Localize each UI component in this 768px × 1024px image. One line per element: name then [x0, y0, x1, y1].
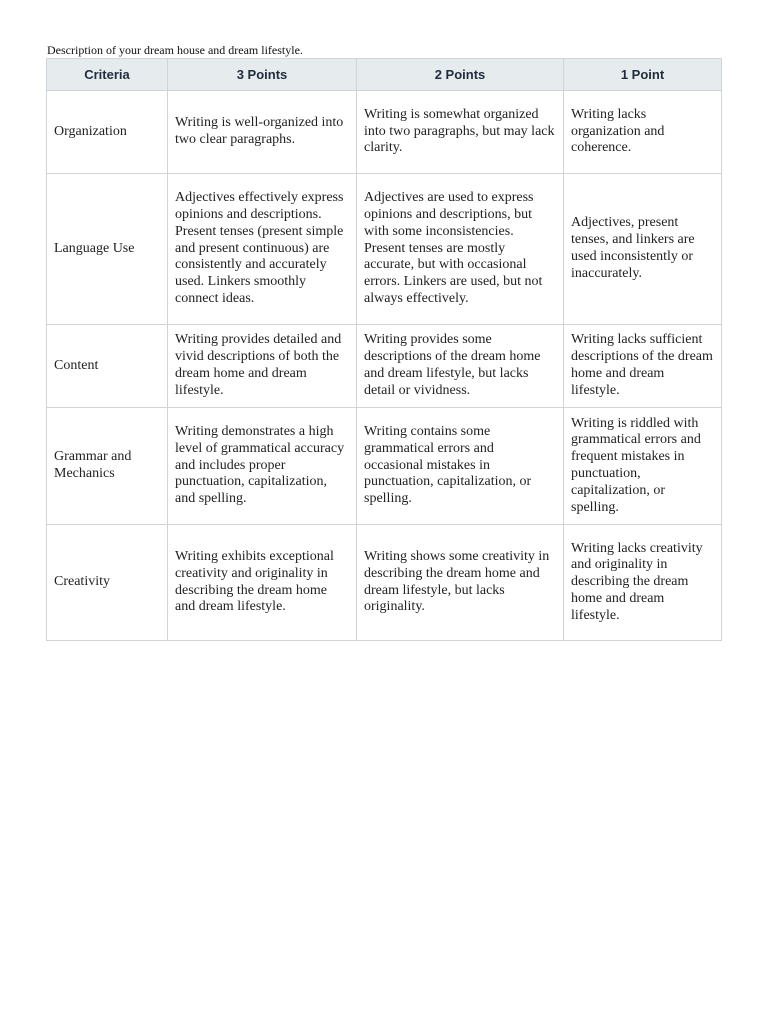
- points-2-cell: Adjectives are used to express opinions and descriptions, but with some inconsistencies. Present tenses are mostly accurate, but with occasional errors. Linkers are used, but not always effectively.: [357, 174, 564, 325]
- points-1-cell: Writing is riddled with grammatical errors and frequent mistakes in punctuation, capitalization, or spelling.: [564, 408, 722, 525]
- criterion-cell: Content: [47, 325, 168, 408]
- table-row: [47, 525, 722, 641]
- points-1-cell: Writing lacks sufficient descriptions of the dream home and dream lifestyle.: [564, 325, 722, 408]
- rubric-table: [46, 58, 722, 641]
- criterion-cell: Language Use: [47, 174, 168, 325]
- header-1-point: 1 Point: [564, 59, 722, 91]
- rubric-table-body: [47, 91, 722, 641]
- points-2-cell: Writing is somewhat organized into two paragraphs, but may lack clarity.: [357, 91, 564, 174]
- table-row: [47, 408, 722, 525]
- points-3-cell: Adjectives effectively express opinions and descriptions. Present tenses (present simple and present continuous) are consistently and accurately used. Linkers smoothly connect ideas.: [168, 174, 357, 325]
- header-3-points: 3 Points: [168, 59, 357, 91]
- header-criteria: Criteria: [47, 59, 168, 91]
- points-1-cell: Writing lacks creativity and originality in describing the dream home and dream lifestyle.: [564, 525, 722, 641]
- points-3-cell: Writing demonstrates a high level of grammatical accuracy and includes proper punctuation, capitalization, and spelling.: [168, 408, 357, 525]
- header-2-points: 2 Points: [357, 59, 564, 91]
- points-3-cell: Writing provides detailed and vivid descriptions of both the dream home and dream lifestyle.: [168, 325, 357, 408]
- criterion-cell: Organization: [47, 91, 168, 174]
- points-1-cell: Writing lacks organization and coherence.: [564, 91, 722, 174]
- table-row: [47, 325, 722, 408]
- points-2-cell: Writing contains some grammatical errors and occasional mistakes in punctuation, capitalization, or spelling.: [357, 408, 564, 525]
- document-title: Description of your dream house and dream lifestyle.: [47, 43, 303, 57]
- points-1-cell: Adjectives, present tenses, and linkers are used inconsistently or inaccurately.: [564, 174, 722, 325]
- table-row: [47, 91, 722, 174]
- rubric-table-header: [47, 59, 722, 91]
- table-row: [47, 174, 722, 325]
- criterion-cell: Grammar and Mechanics: [47, 408, 168, 525]
- criterion-cell: Creativity: [47, 525, 168, 641]
- points-2-cell: Writing provides some descriptions of the dream home and dream lifestyle, but lacks detail or vividness.: [357, 325, 564, 408]
- points-3-cell: Writing is well-organized into two clear paragraphs.: [168, 91, 357, 174]
- header-row: [47, 59, 722, 91]
- points-2-cell: Writing shows some creativity in describing the dream home and dream lifestyle, but lacks originality.: [357, 525, 564, 641]
- points-3-cell: Writing exhibits exceptional creativity and originality in describing the dream home and dream lifestyle.: [168, 525, 357, 641]
